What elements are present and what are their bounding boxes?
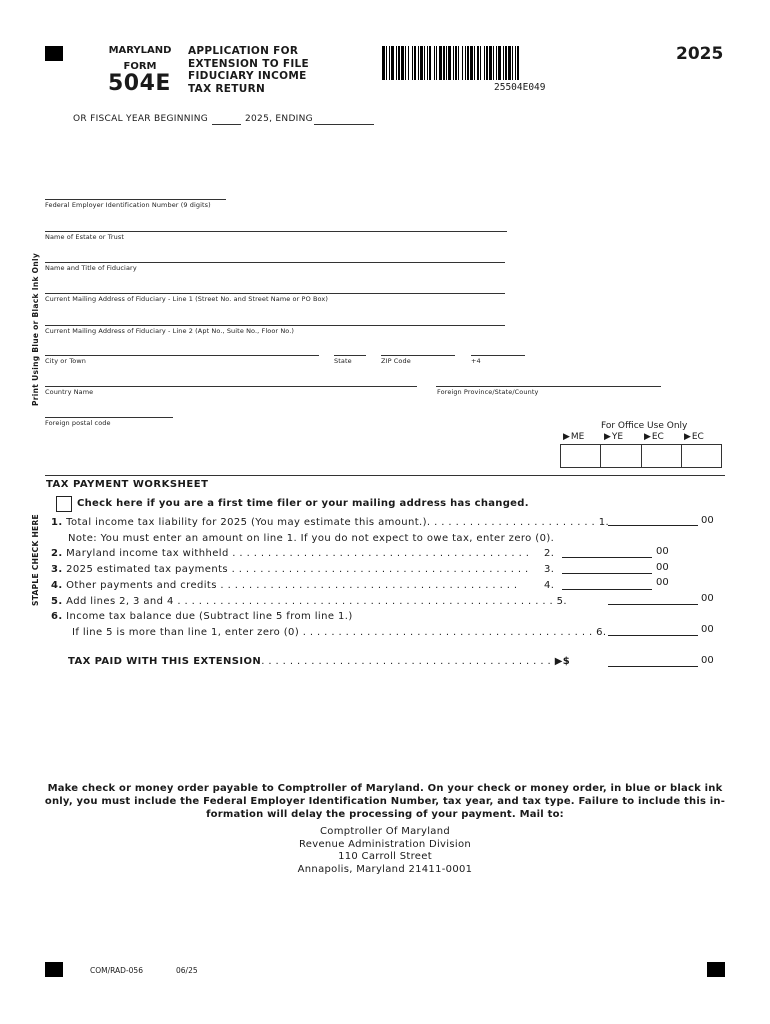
line-4-cents: 00 xyxy=(656,577,669,588)
tax-paid-input[interactable] xyxy=(608,655,698,667)
fein-label: Federal Employer Identification Number (9 digits) xyxy=(45,201,211,209)
payment-instructions xyxy=(40,782,730,821)
barcode-number: 25504E049 xyxy=(494,82,546,93)
mailing-address-line: Revenue Administration Division xyxy=(299,838,471,850)
zip-field[interactable] xyxy=(381,355,455,356)
line-4 xyxy=(51,580,517,591)
line-6-number: 6. xyxy=(51,611,63,622)
office-code-me-label: ME xyxy=(570,432,585,442)
first-time-filer-label: Check here if you are a first time filer or your mailing address has changed. xyxy=(77,498,529,509)
line-1-cents: 00 xyxy=(701,515,714,526)
line-6-label: Income tax balance due (Subtract line 5 from line 1.) xyxy=(66,611,353,622)
line-3-cents: 00 xyxy=(656,562,669,573)
office-box-me xyxy=(560,444,601,468)
line-2-label: Maryland income tax withheld . . . . . . . . . . . . . . . . . . . . . . . . . . . . . . . . . . . . . . . . . . xyxy=(66,548,530,559)
mailing-address-line: 110 Carroll Street xyxy=(338,851,432,862)
fiduciary-name-label: Name and Title of Fiduciary xyxy=(45,264,137,272)
zip-plus4-field[interactable] xyxy=(471,355,525,356)
line-4-input[interactable] xyxy=(562,578,652,590)
revision-date: 06/25 xyxy=(176,966,198,975)
office-code-ye: ▶ YE xyxy=(604,432,624,442)
line-3-number: 3. xyxy=(51,564,63,575)
tax-paid-label: TAX PAID WITH THIS EXTENSION xyxy=(68,656,262,667)
line-3-ref: 3. xyxy=(544,564,555,575)
form-label: FORM xyxy=(123,61,157,72)
form-title-line: TAX RETURN xyxy=(188,82,266,95)
address-line1-label: Current Mailing Address of Fiduciary - Line 1 (Street No. and Street Name or PO Box) xyxy=(45,295,328,303)
mailing-address-line: Annapolis, Maryland 21411-0001 xyxy=(297,863,473,875)
form-title-line: FIDUCIARY INCOME xyxy=(188,70,307,82)
foreign-province-label: Foreign Province/State/County xyxy=(437,388,539,396)
barcode xyxy=(382,46,656,80)
form-title-line: APPLICATION FOR xyxy=(188,45,299,57)
tax-paid-arrow-icon: ▶ xyxy=(554,656,563,667)
tax-paid-dots: . . . . . . . . . . . . . . . . . . . . . . . . . . . . . . . . . . . . . . . . . xyxy=(261,656,552,667)
office-code-ec-2: ▶ EC xyxy=(684,432,704,442)
mailing-address xyxy=(235,826,535,876)
line-5-number: 5. xyxy=(51,596,63,607)
fiscal-end-field[interactable] xyxy=(314,124,374,125)
line-1-label: Total income tax liability for 2025 (You may estimate this amount.). . . . . . . . . . . . . . . . . . . . . . . . 1. xyxy=(66,517,610,528)
fiscal-begin-field[interactable] xyxy=(212,124,241,125)
estate-name-label: Name of Estate or Trust xyxy=(45,233,124,241)
registration-mark-bottom-left xyxy=(45,962,63,977)
payment-instructions-line: formation will delay the processing of your payment. Mail to: xyxy=(206,809,564,820)
line-3-input[interactable] xyxy=(562,562,652,574)
tax-paid-cents: 00 xyxy=(701,655,714,666)
office-code-me: ▶ ME xyxy=(563,432,585,442)
state-label: State xyxy=(334,357,352,365)
foreign-province-field[interactable] xyxy=(436,386,661,387)
line-3-label: 2025 estimated tax payments . . . . . . . . . . . . . . . . . . . . . . . . . . . . . . . . . . . . . . . . . . xyxy=(66,564,529,575)
fiscal-year-prefix: OR FISCAL YEAR BEGINNING xyxy=(73,114,209,124)
office-code-ec-label: EC xyxy=(651,432,664,442)
foreign-postal-field[interactable] xyxy=(45,417,173,418)
line-5-label: Add lines 2, 3 and 4 . . . . . . . . . . . . . . . . . . . . . . . . . . . . . . . . . . . . . . . . . . . . . . . . . . . . . 5. xyxy=(66,596,568,607)
barcode-bar xyxy=(519,46,522,80)
mailing-address-line: Comptroller Of Maryland xyxy=(320,826,450,837)
registration-mark-top-left xyxy=(45,46,63,61)
estate-name-field[interactable] xyxy=(45,231,507,232)
zip-label: ZIP Code xyxy=(381,357,411,365)
staple-check-label: STAPLE CHECK HERE xyxy=(31,514,40,606)
payment-instructions-line: Make check or money order payable to Comptroller of Maryland. On your check or money order, in blue or black ink xyxy=(47,783,723,794)
zip-plus4-label: +4 xyxy=(471,357,481,365)
office-use-title: For Office Use Only xyxy=(601,421,688,431)
form-code: COM/RAD-056 xyxy=(90,966,143,975)
country-field[interactable] xyxy=(45,386,417,387)
address-line1-field[interactable] xyxy=(45,293,505,294)
tax-year: 2025 xyxy=(676,44,724,64)
line-6-sub: If line 5 is more than line 1, enter zero (0) . . . . . . . . . . . . . . . . . . . . . . . . . . . . . . . . . . . . . . . . . 6. xyxy=(72,627,607,638)
payment-instructions-line: only, you must include the Federal Employer Identification Number, tax year, and tax type. Failure to include this in- xyxy=(44,796,726,807)
line-2-ref: 2. xyxy=(544,548,555,559)
line-4-number: 4. xyxy=(51,580,63,591)
form-number: 504E xyxy=(108,71,171,96)
line-1-input[interactable] xyxy=(608,514,698,526)
office-code-ec: ▶ EC xyxy=(644,432,664,442)
country-label: Country Name xyxy=(45,388,94,396)
tax-paid-symbol: $ xyxy=(562,656,571,667)
section-divider xyxy=(45,475,725,476)
line-1-number: 1. xyxy=(51,517,63,528)
office-box-ec xyxy=(641,444,682,468)
city-field[interactable] xyxy=(45,355,319,356)
fiduciary-name-field[interactable] xyxy=(45,262,505,263)
line-5 xyxy=(51,596,567,607)
office-box-ec-2 xyxy=(681,444,722,468)
line-4-label: Other payments and credits . . . . . . . . . . . . . . . . . . . . . . . . . . . . . . . . . . . . . . . . . . xyxy=(66,580,518,591)
registration-mark-bottom-right xyxy=(707,962,725,977)
state-name: MARYLAND xyxy=(108,45,172,56)
line-6-input[interactable] xyxy=(608,624,698,636)
form-title-line: EXTENSION TO FILE xyxy=(188,57,310,70)
tax-paid-line xyxy=(68,656,570,667)
line-5-input[interactable] xyxy=(608,593,698,605)
worksheet-title: TAX PAYMENT WORKSHEET xyxy=(46,479,209,490)
state-field[interactable] xyxy=(334,355,366,356)
form-title xyxy=(188,45,338,95)
first-time-filer-checkbox[interactable] xyxy=(56,496,72,512)
office-code-ec-2-label: EC xyxy=(691,432,704,442)
line-6-cents: 00 xyxy=(701,624,714,635)
line-1 xyxy=(51,517,609,528)
line-2-number: 2. xyxy=(51,548,63,559)
city-label: City or Town xyxy=(45,357,86,365)
line-6 xyxy=(51,611,353,622)
line-2-input[interactable] xyxy=(562,546,652,558)
line-3 xyxy=(51,564,529,575)
fiscal-year-middle: 2025, ENDING xyxy=(245,114,313,124)
office-code-ye-label: YE xyxy=(611,432,624,442)
foreign-postal-label: Foreign postal code xyxy=(45,419,111,427)
line-5-cents: 00 xyxy=(701,593,714,604)
office-box-ye xyxy=(600,444,642,468)
line-1-note: Note: You must enter an amount on line 1. If you do not expect to owe tax, enter zero (0). xyxy=(68,533,555,544)
address-line2-field[interactable] xyxy=(45,325,505,326)
ink-instruction-label: Print Using Blue or Black Ink Only xyxy=(31,252,40,406)
line-4-ref: 4. xyxy=(544,580,555,591)
line-2-cents: 00 xyxy=(656,546,669,557)
line-2 xyxy=(51,548,529,559)
fein-field[interactable] xyxy=(45,199,226,200)
address-line2-label: Current Mailing Address of Fiduciary - Line 2 (Apt No., Suite No., Floor No.) xyxy=(45,327,295,335)
